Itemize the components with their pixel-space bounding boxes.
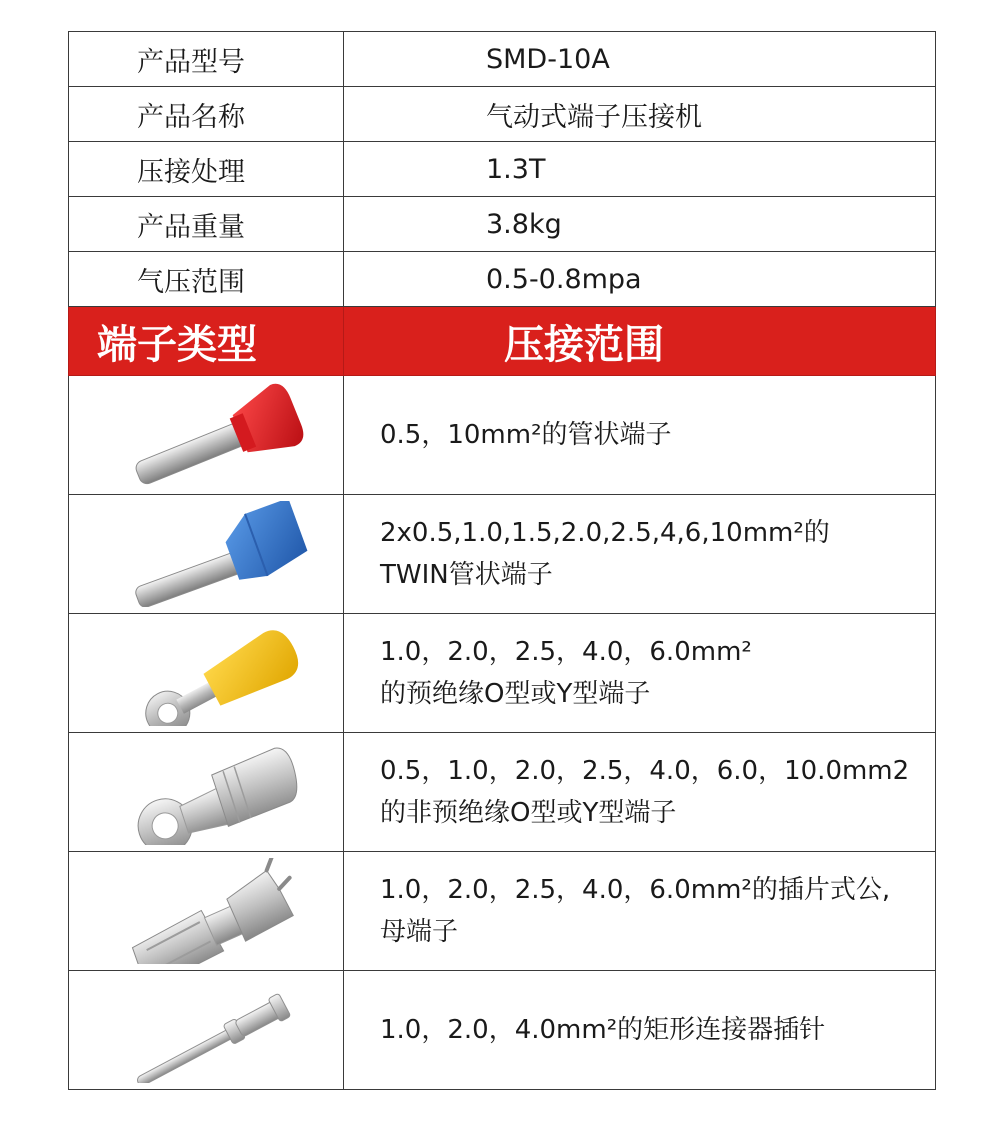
spec-row-pressure bbox=[69, 252, 936, 307]
spec-value: 3.8kg bbox=[344, 197, 936, 252]
bare-ring-terminal-icon bbox=[109, 739, 309, 845]
terminal-description-line: 1.0，2.0，2.5，4.0，6.0mm² bbox=[380, 637, 752, 667]
spec-table bbox=[68, 31, 936, 1090]
terminal-image-cell bbox=[69, 376, 344, 495]
blue-twin-tube-terminal-icon bbox=[109, 501, 309, 607]
spec-value: SMD-10A bbox=[344, 32, 936, 87]
terminal-description-line: 的非预绝缘O型或Y型端子 bbox=[380, 798, 677, 828]
terminal-row bbox=[69, 852, 936, 971]
spec-row-name bbox=[69, 87, 936, 142]
terminal-description-line: TWIN管状端子 bbox=[380, 560, 553, 590]
red-tube-terminal-icon bbox=[109, 382, 309, 488]
terminal-description-line: 1.0，2.0，4.0mm²的矩形连接器插针 bbox=[380, 1015, 826, 1045]
terminal-row bbox=[69, 376, 936, 495]
terminal-image-cell bbox=[69, 971, 344, 1090]
terminal-description-line: 2x0.5,1.0,1.5,2.0,2.5,4,6,10mm²的 bbox=[380, 518, 830, 548]
spec-row-weight bbox=[69, 197, 936, 252]
terminal-type-header: 端子类型 bbox=[69, 307, 344, 376]
yellow-ring-terminal-icon bbox=[109, 620, 309, 726]
spec-value: 1.3T bbox=[344, 142, 936, 197]
terminal-description bbox=[344, 495, 936, 614]
spec-label: 产品名称 bbox=[69, 87, 344, 142]
spec-label: 产品型号 bbox=[69, 32, 344, 87]
spec-row-crimp bbox=[69, 142, 936, 197]
terminal-description bbox=[344, 971, 936, 1090]
terminal-image-cell bbox=[69, 495, 344, 614]
terminal-description-line: 0.5，10mm²的管状端子 bbox=[380, 420, 672, 450]
terminal-description-line: 0.5，1.0，2.0，2.5，4.0，6.0，10.0mm2 bbox=[380, 756, 910, 786]
spec-sheet bbox=[68, 31, 935, 1090]
terminal-description bbox=[344, 614, 936, 733]
spec-value: 气动式端子压接机 bbox=[344, 87, 936, 142]
terminal-row bbox=[69, 971, 936, 1090]
terminal-description bbox=[344, 733, 936, 852]
connector-pin-icon bbox=[109, 977, 309, 1083]
spec-value: 0.5-0.8mpa bbox=[344, 252, 936, 307]
terminal-image-cell bbox=[69, 852, 344, 971]
terminal-description-line: 1.0，2.0，2.5，4.0，6.0mm²的插片式公, bbox=[380, 875, 891, 905]
terminal-row bbox=[69, 495, 936, 614]
terminal-description bbox=[344, 852, 936, 971]
spec-row-model bbox=[69, 32, 936, 87]
section-header bbox=[69, 307, 936, 376]
terminal-description bbox=[344, 376, 936, 495]
terminal-row bbox=[69, 733, 936, 852]
terminal-description-line: 的预绝缘O型或Y型端子 bbox=[380, 679, 651, 709]
terminal-description-line: 母端子 bbox=[380, 917, 459, 947]
spec-label: 产品重量 bbox=[69, 197, 344, 252]
terminal-image-cell bbox=[69, 614, 344, 733]
crimp-range-header: 压接范围 bbox=[344, 307, 936, 376]
spade-terminal-icon bbox=[109, 858, 309, 964]
spec-label: 气压范围 bbox=[69, 252, 344, 307]
terminal-row bbox=[69, 614, 936, 733]
terminal-image-cell bbox=[69, 733, 344, 852]
spec-label: 压接处理 bbox=[69, 142, 344, 197]
